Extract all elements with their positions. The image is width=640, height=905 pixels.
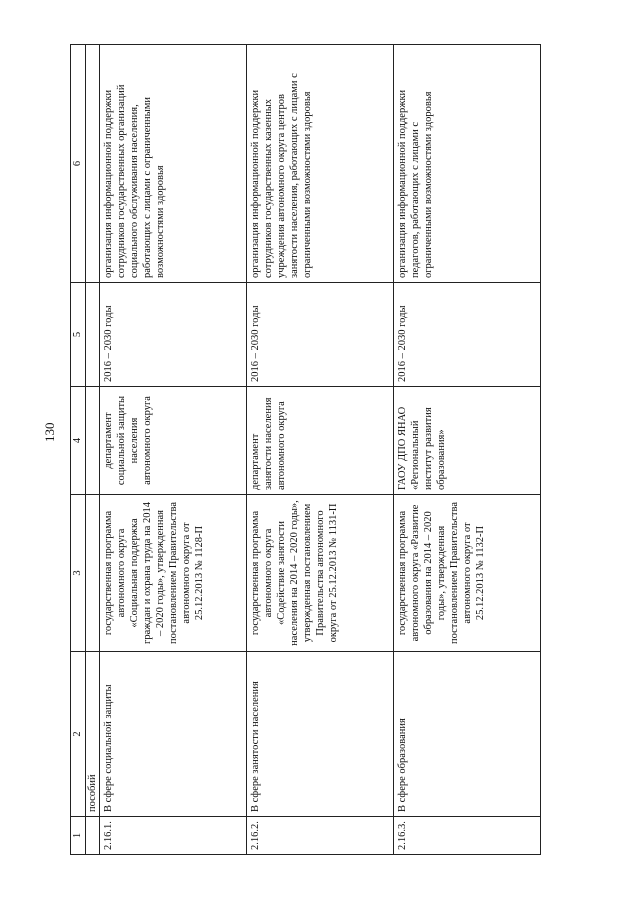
table-cell (86, 283, 100, 387)
row-number: 2.16.3. (394, 817, 541, 855)
executor-cell: департамент занятости населения автономного округа (247, 387, 394, 495)
result-cell: организация информационной поддержки педагогов, работающих с лицами с ограниченными возможностями здоровья (394, 45, 541, 283)
table-cell (86, 817, 100, 855)
column-header: 3 (71, 495, 86, 652)
executor-cell: ГАОУ ДПО ЯНАО «Региональный институт развития образования» (394, 387, 541, 495)
continuation-row (86, 45, 100, 855)
program-cell: государственная программа автономного округа «Развитие образования на 2014 – 2020 годы», утвержденная постановлением Правительства автономного округа от 25.12.2013 № 1132-П (394, 495, 541, 652)
sphere-cell: В сфере образования (394, 652, 541, 817)
table-row (247, 45, 394, 855)
column-number-row (71, 45, 86, 855)
executor-cell: департамент социальной защиты населения автономного округа (100, 387, 247, 495)
page-number: 130 (42, 422, 57, 442)
column-header: 2 (71, 652, 86, 817)
program-cell: государственная программа автономного округа «Социальная поддержка граждан и охрана труда на 2014 – 2020 годы», утвержденная постановлением Правительства автономного округа от 25.12.2013 № 1128-П (100, 495, 247, 652)
column-header: 4 (71, 387, 86, 495)
table-cell (86, 387, 100, 495)
table-row (100, 45, 247, 855)
table-cell (86, 45, 100, 283)
rotated-table-container (70, 45, 550, 855)
period-cell: 2016 – 2030 годы (247, 283, 394, 387)
table-row (394, 45, 541, 855)
row-number: 2.16.1. (100, 817, 247, 855)
sphere-cell: В сфере социальной защиты (100, 652, 247, 817)
row-number: 2.16.2. (247, 817, 394, 855)
continuation-text: пособий (86, 652, 100, 817)
column-header: 5 (71, 283, 86, 387)
column-header: 6 (71, 45, 86, 283)
column-header: 1 (71, 817, 86, 855)
period-cell: 2016 – 2030 годы (394, 283, 541, 387)
program-cell: государственная программа автономного округа «Содействие занятости населения на 2014 – 2020 годы», утвержденная постановлением Правительства автономного округа от 25.12.2013 № 1131-П (247, 495, 394, 652)
measures-table (70, 44, 541, 855)
sphere-cell: В сфере занятости населения (247, 652, 394, 817)
result-cell: организация информационной поддержки сотрудников государственных казенных учреждения автономного округа центров занятости населения, работающих с лицами с ограниченными возможностями здоровья (247, 45, 394, 283)
period-cell: 2016 – 2030 годы (100, 283, 247, 387)
table-cell (86, 495, 100, 652)
result-cell: организация информационной поддержки сотрудников государственных организаций социального обслуживания населения, работающих с лицами с ограниченными возможностями здоровья (100, 45, 247, 283)
